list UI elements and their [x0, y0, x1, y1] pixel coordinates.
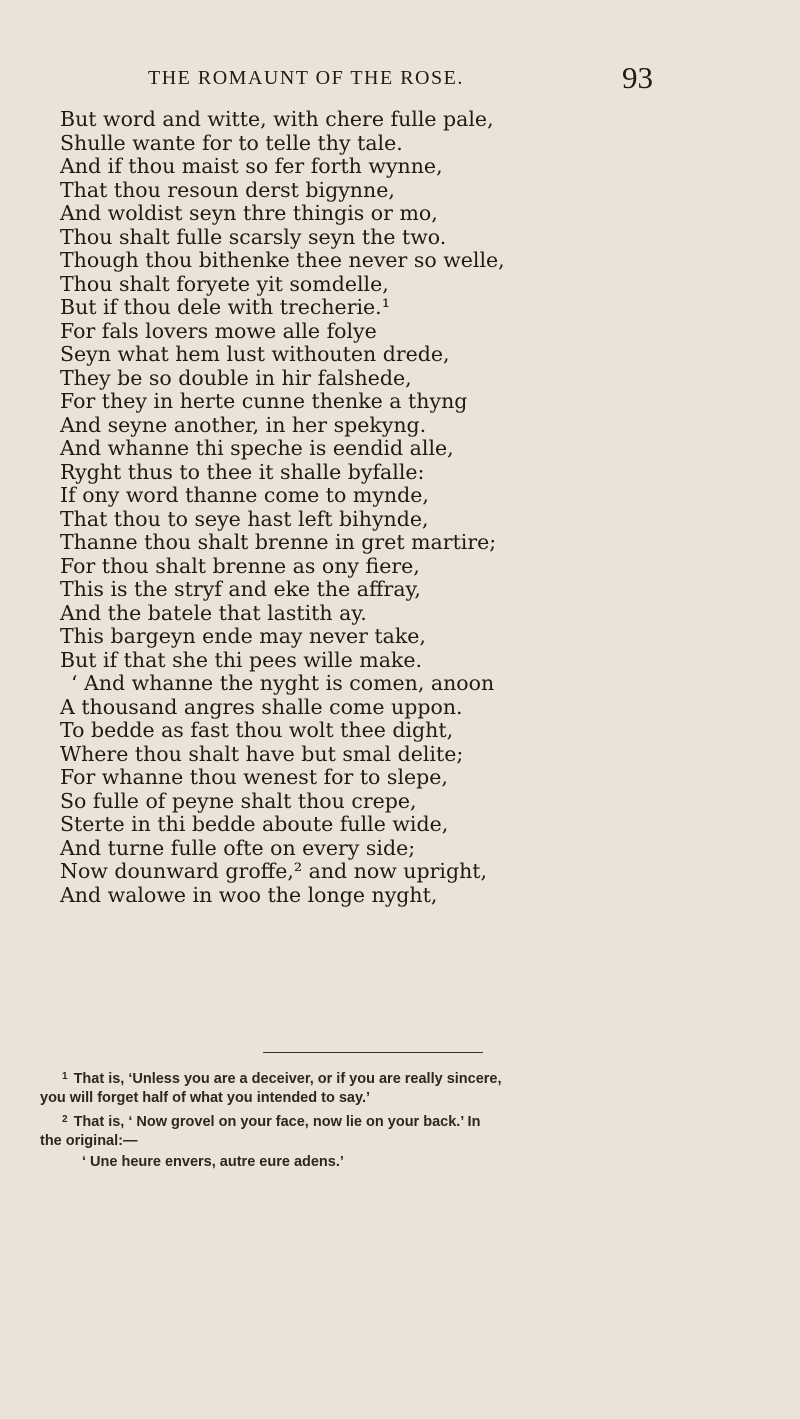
- verse-line: And if thou maist so fer forth wynne,: [60, 154, 443, 178]
- verse-line: And walowe in woo the longe nyght,: [60, 882, 438, 907]
- verse-line: But if thou dele with trecherie.¹: [60, 295, 390, 319]
- verse-line: For thou shalt brenne as ony fiere,: [60, 553, 420, 578]
- verse-line: For fals lovers mowe alle folye: [60, 318, 377, 343]
- verse-text: [60, 108, 780, 907]
- footnote-divider: [263, 1052, 483, 1053]
- verse-line: Sterte in thi bedde aboute fulle wide,: [60, 812, 449, 836]
- verse-line: Thou shalt fulle scarsly seyn the two.: [60, 224, 447, 249]
- verse-line: Shulle wante for to telle thy tale.: [60, 130, 403, 155]
- verse-line: This is the stryf and eke the affray,: [60, 577, 421, 601]
- footnote-text: That is, ‘Unless you are a deceiver, or if you are really sincere,: [73, 1071, 502, 1087]
- verse-line: That thou to seye hast left bihynde,: [60, 506, 429, 531]
- verse-line: Now dounward groffe,² and now upright,: [60, 859, 488, 883]
- footnote-2-continued: the original:—: [40, 1132, 138, 1149]
- footnote-1: [40, 1066, 785, 1088]
- verse-line: They be so double in hir falshede,: [60, 365, 412, 390]
- running-title: THE ROMAUNT OF THE ROSE.: [148, 67, 464, 89]
- verse-line: To bedde as fast thou wolt thee dight,: [60, 718, 454, 742]
- footnote-2-quote: ‘ Une heure envers, autre eure adens.’: [82, 1154, 344, 1170]
- verse-line: For whanne thou wenest for to slepe,: [60, 765, 448, 789]
- verse-line: And the batele that lastith ay.: [60, 600, 367, 625]
- verse-line: And turne fulle ofte on every side;: [60, 835, 416, 860]
- verse-line: Seyn what hem lust withouten drede,: [60, 342, 450, 366]
- verse-line: But word and witte, with chere fulle pale,: [60, 107, 494, 131]
- footnote-2: [40, 1109, 785, 1131]
- verse-line: Though thou bithenke thee never so welle,: [60, 248, 505, 272]
- verse-line: But if that she thi pees wille make.: [60, 647, 423, 672]
- page-header: [0, 58, 800, 98]
- verse-line: And seyne another, in her spekyng.: [60, 412, 427, 437]
- footnote-marker: 2: [62, 1114, 68, 1125]
- verse-line: For they in herte cunne thenke a thyng: [60, 389, 468, 413]
- verse-line: ‘ And whanne the nyght is comen, anoon: [71, 671, 495, 695]
- verse-line: So fulle of peyne shalt thou crepe,: [60, 788, 417, 813]
- verse-line: Thanne thou shalt brenne in gret martire;: [60, 530, 497, 554]
- verse-line: Where thou shalt have but smal delite;: [60, 741, 464, 766]
- footnote-text: That is, ‘ Now grovel on your face, now lie on your back.’ In: [73, 1114, 481, 1130]
- footnotes: [40, 1066, 785, 1174]
- verse-line: Thou shalt foryete yit somdelle,: [60, 271, 389, 296]
- footnote-marker: 1: [62, 1071, 68, 1082]
- verse-line: And whanne thi speche is eendid alle,: [60, 436, 454, 460]
- verse-line: This bargeyn ende may never take,: [60, 624, 426, 648]
- verse-line: A thousand angres shalle come uppon.: [60, 694, 463, 719]
- verse-line: Ryght thus to thee it shalle byfalle:: [60, 459, 425, 484]
- page-number: 93: [622, 60, 653, 95]
- verse-line: That thou resoun derst bigynne,: [60, 177, 395, 202]
- verse-line: If ony word thanne come to mynde,: [60, 483, 429, 507]
- footnote-1-continued: you will forget half of what you intended to say.’: [40, 1089, 371, 1106]
- verse-line: And woldist seyn thre thingis or mo,: [60, 201, 438, 225]
